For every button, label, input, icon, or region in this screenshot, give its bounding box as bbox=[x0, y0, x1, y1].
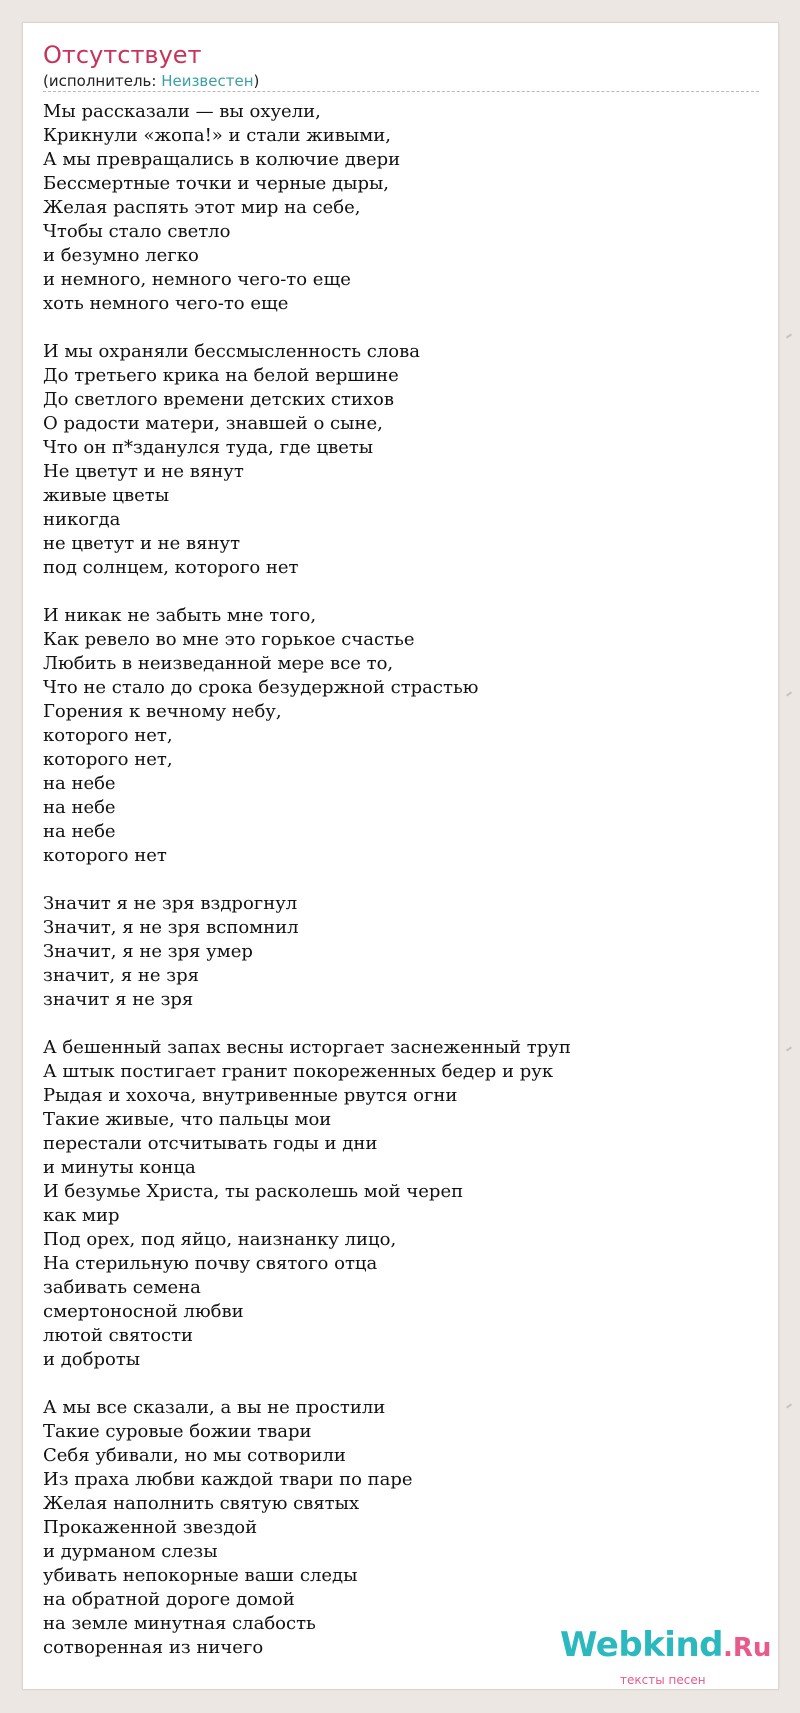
logo-main-text: Webkind bbox=[560, 1625, 723, 1665]
lyrics-line: как мир bbox=[43, 1205, 120, 1226]
lyrics-line: Чтобы стало светло bbox=[43, 221, 231, 242]
lyrics-line: Себя убивали, но мы сотворили bbox=[43, 1445, 346, 1466]
lyrics-line: И безумье Христа, ты расколешь мой череп bbox=[43, 1181, 464, 1202]
lyrics-line: О радости матери, знавшей о сыне, bbox=[43, 413, 383, 434]
logo-tagline: тексты песен bbox=[620, 1673, 706, 1687]
lyrics-line: До третьего крика на белой вершине bbox=[43, 365, 399, 386]
lyrics-page bbox=[22, 22, 779, 1690]
lyrics-line: убивать непокорные ваши следы bbox=[43, 1565, 358, 1586]
lyrics-line: Рыдая и хохоча, внутривенные рвутся огни bbox=[43, 1085, 458, 1106]
lyrics-line: лютой святости bbox=[43, 1325, 194, 1346]
lyrics-stanza bbox=[43, 100, 759, 316]
lyrics-stanza bbox=[43, 892, 759, 1012]
lyrics-line: и доброты bbox=[43, 1349, 141, 1370]
lyrics-line: никогда bbox=[43, 509, 121, 530]
lyrics-line: и дурманом слезы bbox=[43, 1541, 218, 1562]
lyrics-line: хоть немного чего-то еще bbox=[43, 293, 289, 314]
performer-suffix: ) bbox=[253, 72, 260, 90]
lyrics-line: перестали отсчитывать годы и дни bbox=[43, 1133, 378, 1154]
title-divider bbox=[43, 91, 759, 92]
background-mark bbox=[786, 333, 792, 338]
lyrics-line: которого нет bbox=[43, 845, 167, 866]
lyrics-line: не цветут и не вянут bbox=[43, 533, 241, 554]
lyrics-line: Значит, я не зря умер bbox=[43, 941, 253, 962]
lyrics-line: Что не стало до срока безудержной страстью bbox=[43, 677, 479, 698]
lyrics-stanza bbox=[43, 340, 759, 580]
logo-suffix: .Ru bbox=[723, 1633, 772, 1663]
lyrics-line: которого нет, bbox=[43, 725, 173, 746]
lyrics-line: Что он п*зданулся туда, где цветы bbox=[43, 437, 374, 458]
lyrics-line: забивать семена bbox=[43, 1277, 201, 1298]
performer-prefix: (исполнитель: bbox=[43, 72, 162, 90]
lyrics-line: А мы все сказали, а вы не простили bbox=[43, 1397, 386, 1418]
performer-link[interactable]: Неизвестен bbox=[161, 72, 254, 90]
lyrics-line: Под орех, под яйцо, наизнанку лицо, bbox=[43, 1229, 397, 1250]
lyrics-line: под солнцем, которого нет bbox=[43, 557, 299, 578]
lyrics-line: На стерильную почву святого отца bbox=[43, 1253, 378, 1274]
lyrics-line: Значит я не зря вздрогнул bbox=[43, 893, 298, 914]
lyrics-stanza bbox=[43, 604, 759, 868]
site-logo[interactable] bbox=[560, 1625, 771, 1665]
lyrics-line: на земле минутная слабость bbox=[43, 1613, 316, 1634]
lyrics-line: А мы превращались в колючие двери bbox=[43, 149, 401, 170]
lyrics-line: И никак не забыть мне того, bbox=[43, 605, 317, 626]
lyrics-line: которого нет, bbox=[43, 749, 173, 770]
lyrics-line: значит я не зря bbox=[43, 989, 194, 1010]
lyrics-line: на небе bbox=[43, 821, 116, 842]
lyrics-line: на небе bbox=[43, 797, 116, 818]
lyrics-line: Крикнули «жопа!» и стали живыми, bbox=[43, 125, 391, 146]
song-title: Отсутствует bbox=[43, 41, 202, 69]
lyrics-line: Такие суровые божии твари bbox=[43, 1421, 312, 1442]
lyrics-line: живые цветы bbox=[43, 485, 170, 506]
lyrics-text bbox=[43, 100, 759, 1684]
lyrics-line: на обратной дороге домой bbox=[43, 1589, 295, 1610]
lyrics-line: Бессмертные точки и черные дыры, bbox=[43, 173, 390, 194]
lyrics-line: Не цветут и не вянут bbox=[43, 461, 244, 482]
lyrics-line: А бешенный запах весны исторгает заснеженный труп bbox=[43, 1037, 571, 1058]
lyrics-line: И мы охраняли бессмысленность слова bbox=[43, 341, 420, 362]
lyrics-line: Любить в неизведанной мере все то, bbox=[43, 653, 394, 674]
lyrics-line: А штык постигает гранит покореженных бедер и рук bbox=[43, 1061, 554, 1082]
lyrics-line: и безумно легко bbox=[43, 245, 199, 266]
performer-line bbox=[43, 72, 259, 90]
lyrics-line: Желая распять этот мир на себе, bbox=[43, 197, 361, 218]
lyrics-line: и минуты конца bbox=[43, 1157, 196, 1178]
lyrics-line: сотворенная из ничего bbox=[43, 1637, 264, 1658]
lyrics-line: и немного, немного чего-то еще bbox=[43, 269, 351, 290]
background-mark bbox=[786, 691, 792, 696]
lyrics-line: Горения к вечному небу, bbox=[43, 701, 282, 722]
background-mark bbox=[786, 1403, 792, 1408]
lyrics-line: Такие живые, что пальцы мои bbox=[43, 1109, 332, 1130]
lyrics-line: значит, я не зря bbox=[43, 965, 199, 986]
lyrics-line: Как ревело во мне это горькое счастье bbox=[43, 629, 415, 650]
lyrics-line: Желая наполнить святую святых bbox=[43, 1493, 360, 1514]
lyrics-line: До светлого времени детских стихов bbox=[43, 389, 395, 410]
lyrics-line: Значит, я не зря вспомнил bbox=[43, 917, 299, 938]
lyrics-line: на небе bbox=[43, 773, 116, 794]
lyrics-line: Мы рассказали — вы охуели, bbox=[43, 101, 321, 122]
lyrics-line: Прокаженной звездой bbox=[43, 1517, 258, 1538]
lyrics-line: Из праха любви каждой твари по паре bbox=[43, 1469, 413, 1490]
lyrics-stanza bbox=[43, 1036, 759, 1372]
background-mark bbox=[786, 1046, 792, 1051]
lyrics-line: смертоносной любви bbox=[43, 1301, 244, 1322]
lyrics-stanza bbox=[43, 1396, 759, 1660]
